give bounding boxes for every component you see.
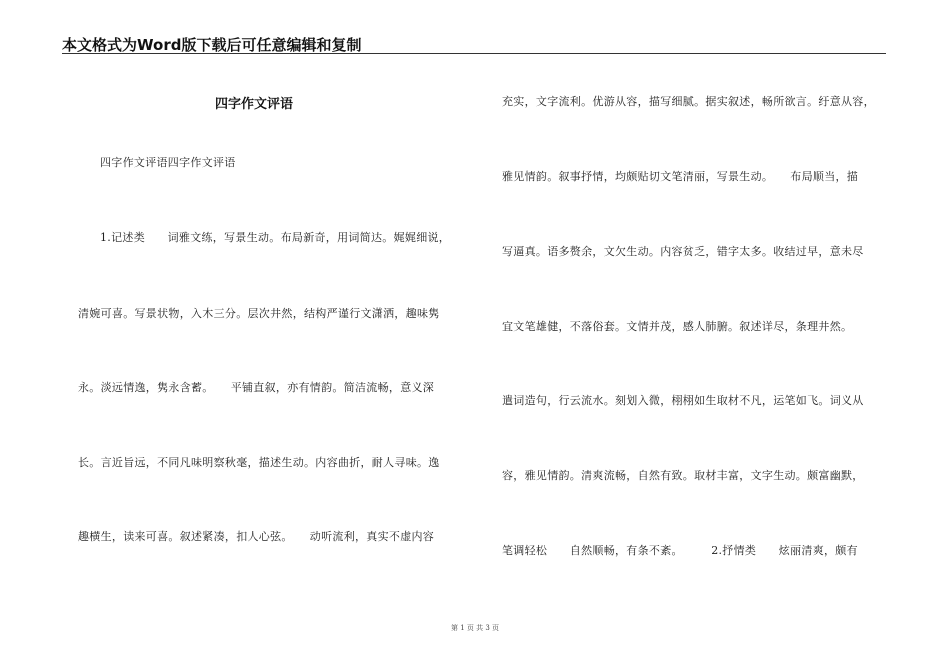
header-rule — [62, 53, 886, 54]
right-line: 雅见情韵。叙事抒情，均颇贴切文笔清丽，写景生动。 布局顺当，描 — [502, 170, 859, 183]
right-line: 写逼真。语多赘余，文欠生动。内容贫乏，错字太多。收结过早，意未尽 — [502, 245, 864, 258]
right-line: 充实，文字流利。优游从容，描写细腻。据实叙述，畅所欲言。纡意从容， — [502, 95, 875, 108]
right-line: 容，雅见情韵。清爽流畅，自然有致。取材丰富，文字生动。颇富幽默， — [502, 469, 864, 482]
left-line: 四字作文评语四字作文评语 — [100, 156, 236, 169]
left-line: 清婉可喜。写景状物，入木三分。层次井然，结构严谨行文潇洒，趣味隽 — [78, 307, 440, 320]
left-line: 1.记述类 词雅文练，写景生动。布局新奇，用词简达。娓娓细说， — [100, 231, 451, 244]
left-line: 趣横生，读来可喜。叙述紧凑，扣人心弦。 动听流利，真实不虚内容 — [78, 530, 435, 543]
document-title: 四字作文评语 — [215, 97, 294, 112]
left-line: 长。言近旨远，不同凡味明察秋毫，描述生动。内容曲折，耐人寻味。逸 — [78, 456, 440, 469]
right-line: 笔调轻松 自然顺畅，有条不紊。 2.抒情类 炫丽清爽，颇有 — [502, 544, 858, 557]
right-line: 遣词造句，行云流水。刻划入微，栩栩如生取材不凡，运笔如飞。词义从 — [502, 394, 864, 407]
right-line: 宜文笔雄健，不落俗套。文情并茂，感人肺腑。叙述详尽，条理井然。 — [502, 320, 853, 333]
left-line: 永。淡远情逸，隽永含蓄。 平铺直叙，亦有情韵。简洁流畅，意义深 — [78, 381, 435, 394]
download-banner: 本文格式为Word版下载后可任意编辑和复制 — [62, 36, 362, 54]
page-number: 第 1 页 共 3 页 — [450, 624, 500, 632]
